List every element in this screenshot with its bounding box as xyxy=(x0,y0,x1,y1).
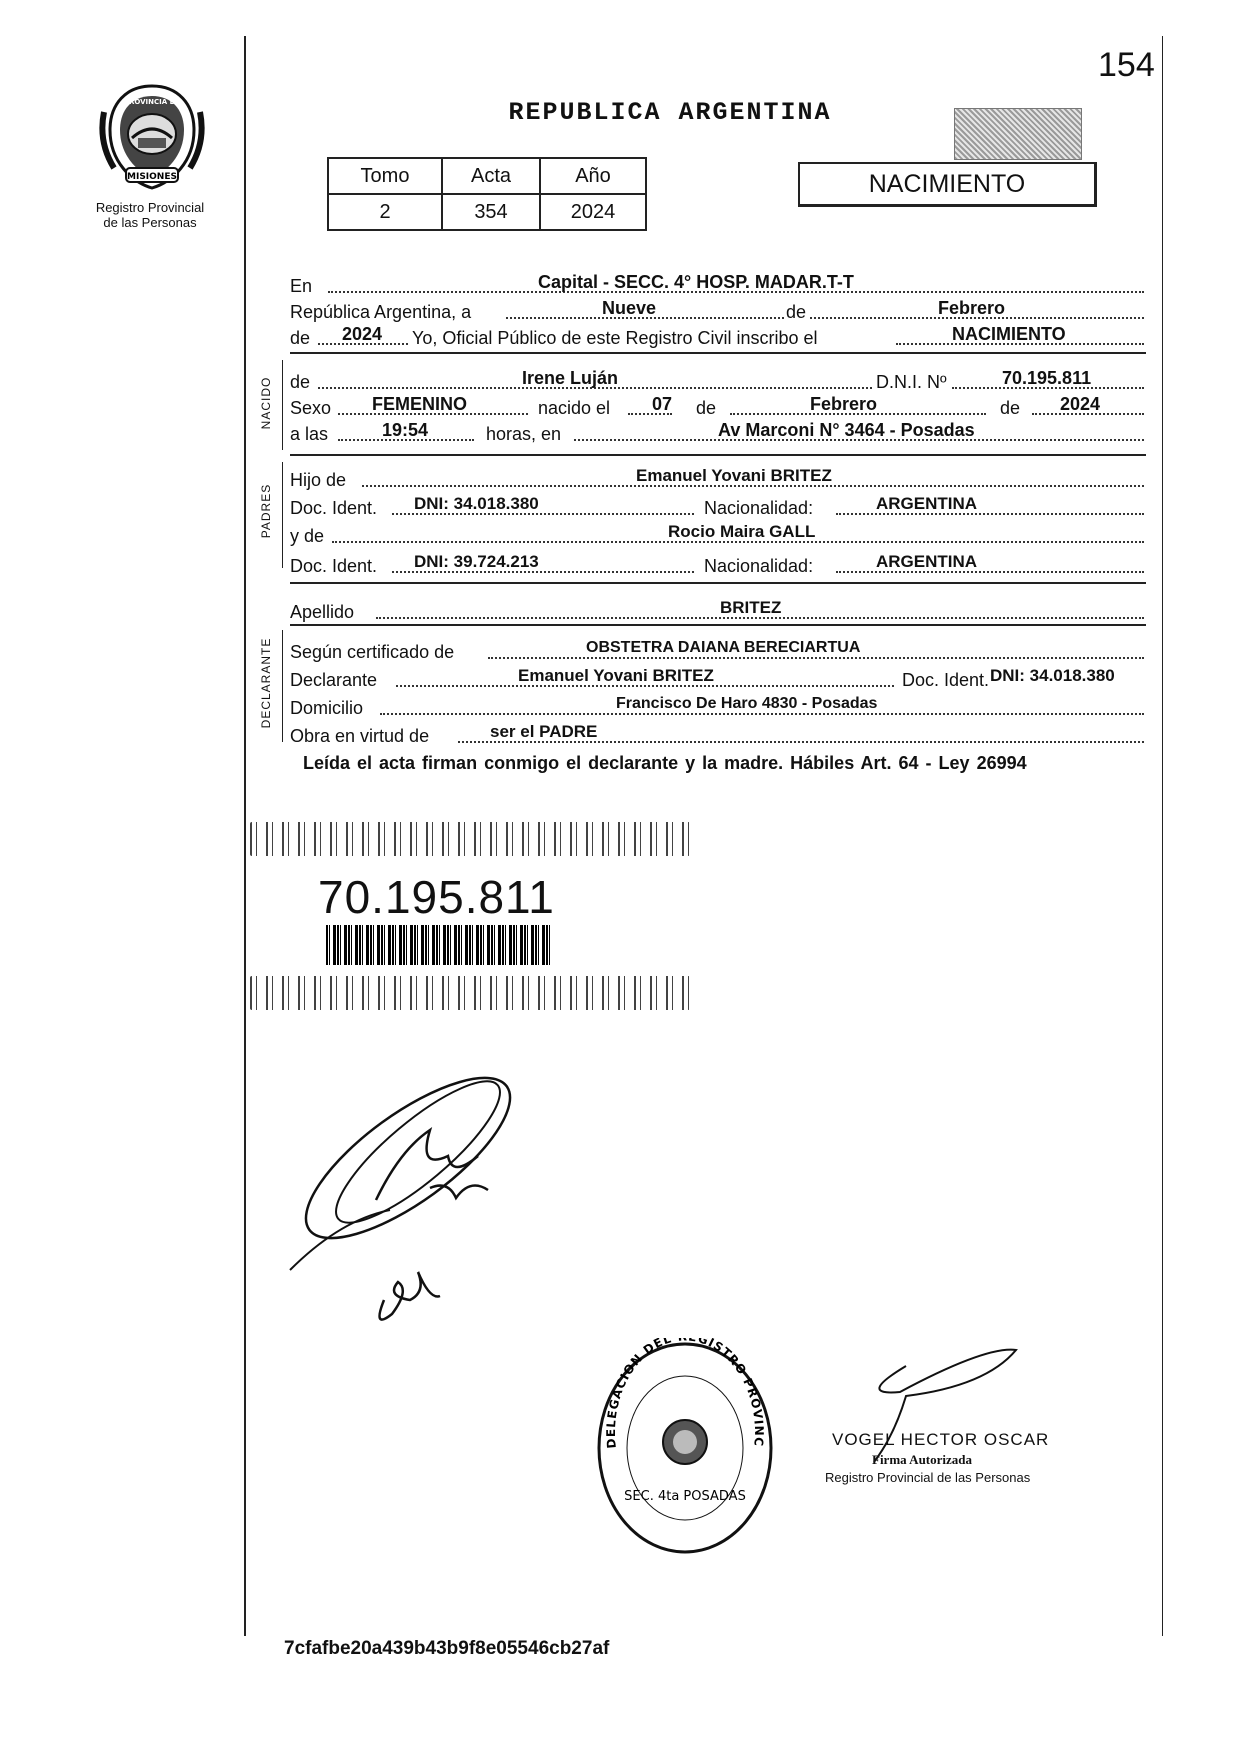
margin-rule-right xyxy=(1162,36,1163,1636)
month-value: Febrero xyxy=(938,298,1006,318)
value-anio: 2024 xyxy=(540,194,646,230)
oficial-text: Yo, Oficial Público de este Registro Civil inscribo el xyxy=(412,328,818,348)
obra-value: ser el PADRE xyxy=(490,722,598,741)
a-las-label: a las xyxy=(290,424,329,444)
barcode xyxy=(326,925,552,965)
declarante-doc: DNI: 34.018.380 xyxy=(990,666,1115,685)
row-sexo xyxy=(290,392,1144,418)
row-nombre xyxy=(290,366,1144,392)
apellido-label: Apellido xyxy=(290,602,355,622)
segun-value: OBSTETRA DAIANA BERECIARTUA xyxy=(586,639,861,656)
declarante-value: Emanuel Yovani BRITEZ xyxy=(518,666,714,685)
seal-inner-text: SEC. 4ta POSADAS xyxy=(624,1489,746,1504)
mother-nat: ARGENTINA xyxy=(876,552,978,571)
value-tomo: 2 xyxy=(328,194,442,230)
divider xyxy=(290,352,1146,354)
obra-label: Obra en virtud de xyxy=(290,726,430,746)
domicilio-label: Domicilio xyxy=(290,698,364,718)
seal-ring-text: DELEGACION DEL GISTRO PROVINC xyxy=(603,1338,767,1450)
dni-big-number: 70.195.811 xyxy=(318,871,555,923)
day-value: Nueve xyxy=(602,298,657,318)
de2-label: de xyxy=(290,328,311,348)
row-hora xyxy=(290,418,1144,444)
row-declarante xyxy=(290,664,1144,690)
republica-label: República Argentina, a xyxy=(290,302,472,322)
domicilio-value: Francisco De Haro 4830 - Posadas xyxy=(616,695,878,712)
legal-note: Leída el acta firman conmigo el declarante y la madre. Hábiles Art. 64 - Ley 26994 xyxy=(303,753,1027,773)
registry-table xyxy=(327,157,647,231)
father-nat: ARGENTINA xyxy=(876,494,978,513)
header-anio: Año xyxy=(540,158,646,194)
security-band-bottom xyxy=(250,976,690,1010)
mother-value: Rocio Maira GALL xyxy=(668,522,816,541)
father-doc: DNI: 34.018.380 xyxy=(414,494,539,513)
security-band-top xyxy=(250,822,690,856)
birth-month: Febrero xyxy=(810,394,878,414)
birth-year: 2024 xyxy=(1060,394,1101,414)
row-mother-doc xyxy=(290,550,1144,576)
declarante-label: Declarante xyxy=(290,670,378,690)
section-label-padres: PADRES xyxy=(259,483,273,539)
place-value: Av Marconi N° 3464 - Posadas xyxy=(718,420,975,440)
y-de-label: y de xyxy=(290,526,325,546)
header-acta: Acta xyxy=(442,158,540,194)
en-label: En xyxy=(290,276,313,296)
registry-table-values xyxy=(328,194,646,230)
page-number: 154 xyxy=(1098,46,1155,84)
de-label: de xyxy=(786,302,807,322)
row-obra xyxy=(290,720,1144,746)
section-label-declarante: DECLARANTE xyxy=(259,637,273,729)
row-republica xyxy=(290,296,1144,322)
section-rule-padres xyxy=(282,462,283,568)
divider xyxy=(290,582,1146,584)
time-value: 19:54 xyxy=(382,420,429,440)
section-label-nacido: NACIDO xyxy=(259,376,273,430)
row-segun xyxy=(290,636,1144,662)
hijo-label: Hijo de xyxy=(290,470,347,490)
de3-label: de xyxy=(290,372,311,392)
name-value: Irene Luján xyxy=(522,368,619,388)
year-value: 2024 xyxy=(342,324,383,344)
doc-label: Doc. Ident. xyxy=(290,498,378,518)
divider xyxy=(290,624,1146,626)
emblem-caption xyxy=(80,200,220,230)
registry-table-header xyxy=(328,158,646,194)
de4-label: de xyxy=(696,398,717,418)
sexo-value: FEMENINO xyxy=(372,394,468,414)
section-rule-nacido xyxy=(282,360,283,450)
header-tomo: Tomo xyxy=(328,158,442,194)
segun-label: Según certificado de xyxy=(290,642,455,662)
row-oficial xyxy=(290,322,1144,348)
row-father-doc xyxy=(290,492,1144,518)
document-title: REPUBLICA ARGENTINA xyxy=(508,98,832,127)
security-stamp xyxy=(954,108,1082,160)
dni-value: 70.195.811 xyxy=(1002,368,1092,388)
apellido-value: BRITEZ xyxy=(720,598,782,617)
act-value: NACIMIENTO xyxy=(952,324,1066,344)
nacido-label: nacido el xyxy=(538,398,611,418)
row-apellido xyxy=(290,596,1144,622)
value-acta: 354 xyxy=(442,194,540,230)
divider xyxy=(290,454,1146,456)
horas-label: horas, en xyxy=(486,424,562,444)
nac-label: Nacionalidad: xyxy=(704,498,814,518)
mother-doc: DNI: 39.724.213 xyxy=(414,552,539,571)
sexo-label: Sexo xyxy=(290,398,332,418)
emblem-caption-line2: de las Personas xyxy=(103,215,197,230)
row-en xyxy=(290,270,1144,296)
father-value: Emanuel Yovani BRITEZ xyxy=(636,466,832,485)
dni-label: D.N.I. Nº xyxy=(876,372,947,392)
doc-label-2: Doc. Ident. xyxy=(290,556,378,576)
nac-label-2: Nacionalidad: xyxy=(704,556,814,576)
signatory-name: VOGEL HECTOR OSCAR xyxy=(832,1430,1050,1449)
emblem-top-text: PROVINCIA DE xyxy=(123,98,181,106)
official-seal xyxy=(590,1338,780,1558)
emblem-bottom-text: MISIONES xyxy=(127,172,177,182)
birth-day: 07 xyxy=(652,394,673,414)
margin-rule xyxy=(244,36,246,1636)
footer-hash: 7cfafbe20a439b43b9f8e05546cb27af xyxy=(284,1638,610,1659)
en-value: Capital - SECC. 4° HOSP. MADAR.T-T xyxy=(538,272,854,292)
declarant-signature xyxy=(280,1060,540,1330)
row-domicilio xyxy=(290,692,1144,718)
emblem-caption-line1: Registro Provincial xyxy=(95,200,205,215)
de5-label: de xyxy=(1000,398,1021,418)
signatory-role: Firma Autorizada xyxy=(872,1452,973,1467)
row-madre xyxy=(290,520,1144,546)
act-type-box: NACIMIENTO xyxy=(798,162,1097,207)
section-rule-declarante xyxy=(282,630,283,742)
declarante-doc-label: Doc. Ident. xyxy=(902,670,990,690)
signatory-office: Registro Provincial de las Personas xyxy=(825,1470,1031,1485)
row-hijo xyxy=(290,464,1144,490)
